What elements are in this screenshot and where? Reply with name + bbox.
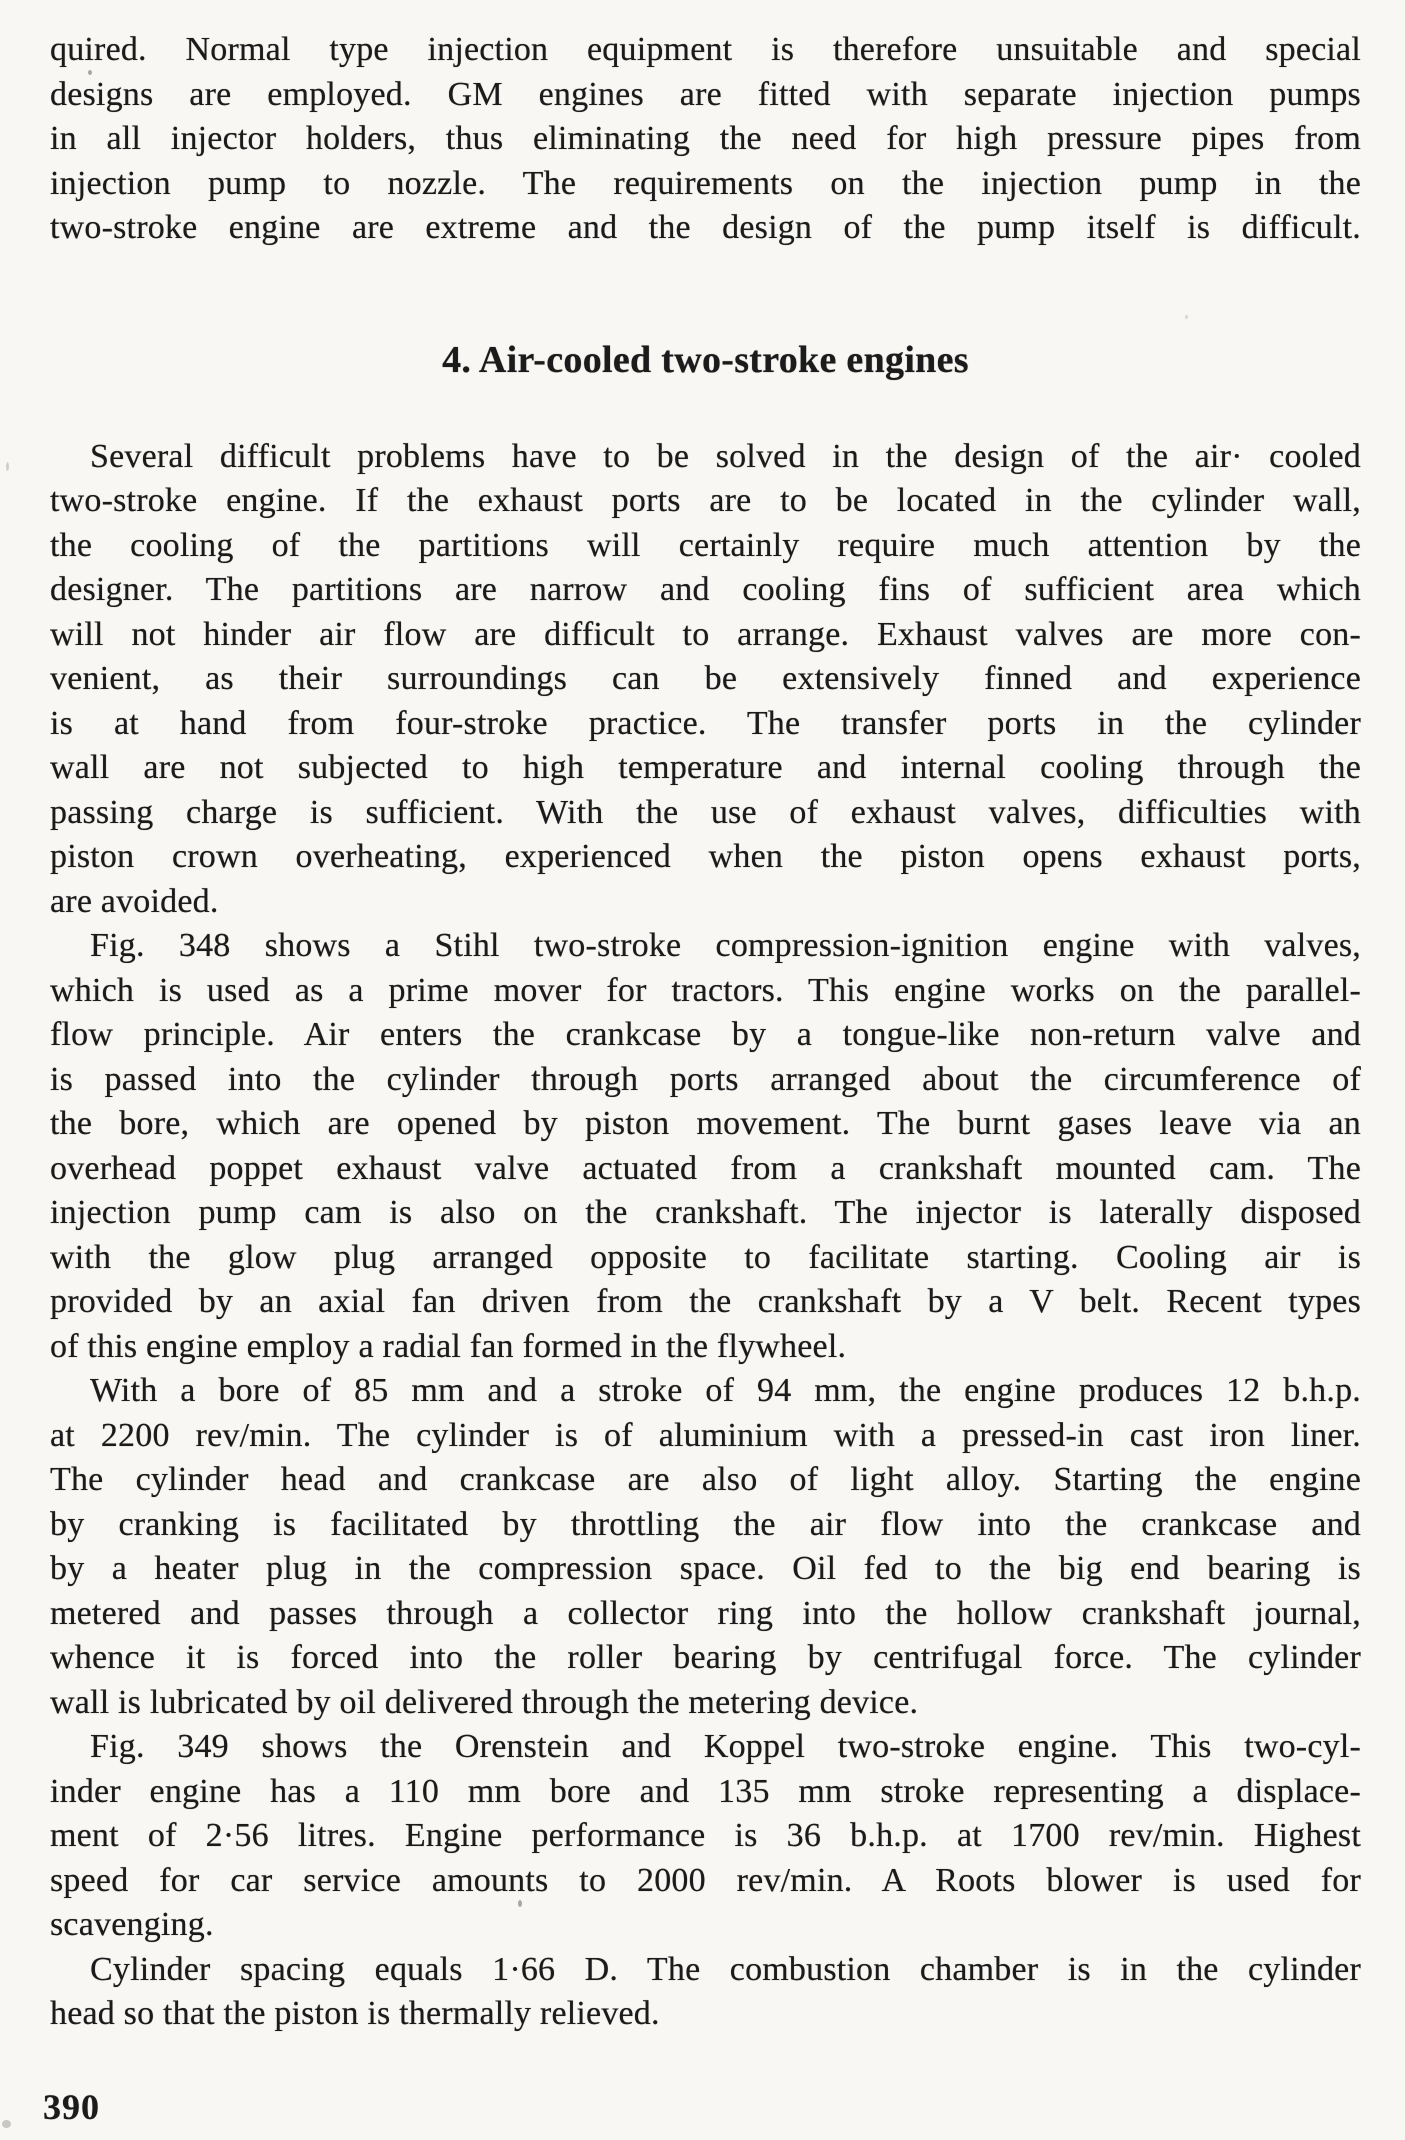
text-line: of this engine employ a radial fan formed in the flywheel.: [50, 1327, 847, 1365]
text-line: wall is lubricated by oil delivered through the metering device.: [50, 1683, 919, 1721]
text-line: injection pump cam is also on the crankshaft. The injector is laterally disposed: [50, 1194, 1361, 1231]
text-line: scavenging.: [50, 1906, 214, 1943]
text-line: ment of 2·56 litres. Engine performance is 36 b.h.p. at 1700 rev/min. Highest: [50, 1817, 1361, 1854]
paragraph: [50, 1369, 1361, 1725]
text-line: two-stroke engine are extreme and the design of the pump itself is difficult.: [50, 209, 1361, 246]
text-line: at 2200 rev/min. The cylinder is of aluminium with a pressed-in cast iron liner.: [50, 1416, 1361, 1454]
text-line: Several difficult problems have to be solved in the design of the air· cooled: [90, 437, 1361, 475]
text-line: With a bore of 85 mm and a stroke of 94 mm, the engine produces 12 b.h.p.: [90, 1372, 1361, 1409]
text-line: flow principle. Air enters the crankcase by a tongue-like non-return valve and: [50, 1016, 1361, 1053]
text-line: provided by an axial fan driven from the crankshaft by a V belt. Recent types: [50, 1283, 1361, 1320]
paragraph: [50, 924, 1361, 1369]
scan-speck: [1185, 315, 1188, 319]
page-number: 390: [43, 2087, 100, 2127]
paragraph: [50, 435, 1361, 925]
text-line: piston crown overheating, experienced when the piston opens exhaust ports,: [50, 838, 1361, 875]
text-line: wall are not subjected to high temperature and internal cooling through the: [50, 749, 1361, 786]
text-line: by cranking is facilitated by throttling the air flow into the crankcase and: [50, 1505, 1361, 1543]
text-line: speed for car service amounts to 2000 rev/min. A Roots blower is used for: [50, 1861, 1361, 1899]
text-line: Fig. 348 shows a Stihl two-stroke compression-ignition engine with valves,: [90, 927, 1361, 964]
paragraph: [50, 1948, 1361, 2037]
text-line: the cooling of the partitions will certainly require much attention by the: [50, 526, 1361, 564]
text-line: The cylinder head and crankcase are also of light alloy. Starting the engine: [50, 1461, 1361, 1498]
text-line: passing charge is sufficient. With the use of exhaust valves, difficulties with: [50, 793, 1361, 831]
scan-speck: [518, 1900, 522, 1907]
text-line: designer. The partitions are narrow and cooling fins of sufficient area which: [50, 571, 1361, 608]
text-line: injection pump to nozzle. The requirements on the injection pump in the: [50, 164, 1361, 202]
text-line: is at hand from four-stroke practice. The transfer ports in the cylinder: [50, 704, 1361, 742]
text-line: venient, as their surroundings can be extensively finned and experience: [50, 660, 1361, 697]
text-line: whence it is forced into the roller bearing by centrifugal force. The cylinder: [50, 1639, 1361, 1676]
text-line: Fig. 349 shows the Orenstein and Koppel two-stroke engine. This two-cyl-: [90, 1728, 1361, 1765]
text-line: head so that the piston is thermally relieved.: [50, 1995, 660, 2032]
text-line: designs are employed. GM engines are fitted with separate injection pumps: [50, 75, 1361, 113]
text-line: two-stroke engine. If the exhaust ports are to be located in the cylinder wall,: [50, 482, 1361, 519]
scan-speck: [88, 70, 92, 75]
text-line: metered and passes through a collector ring into the hollow crankshaft journal,: [50, 1594, 1361, 1632]
text-line: Cylinder spacing equals 1·66 D. The combustion chamber is in the cylinder: [90, 1950, 1361, 1988]
section-heading: 4. Air-cooled two-stroke engines: [442, 338, 969, 381]
text-line: are avoided.: [50, 882, 219, 920]
scan-speck: [6, 462, 9, 471]
text-line: which is used as a prime mover for tractors. This engine works on the parallel-: [50, 971, 1361, 1009]
text-line: is passed into the cylinder through ports arranged about the circumference of: [50, 1060, 1361, 1098]
text-line: will not hinder air flow are difficult to arrange. Exhaust valves are more con-: [50, 615, 1361, 653]
text-block: [50, 28, 1361, 2037]
text-line: inder engine has a 110 mm bore and 135 mm stroke representing a displace-: [50, 1772, 1361, 1810]
paragraph: [50, 1725, 1361, 1948]
text-line: overhead poppet exhaust valve actuated from a crankshaft mounted cam. The: [50, 1149, 1361, 1187]
text-line: with the glow plug arranged opposite to facilitate starting. Cooling air is: [50, 1238, 1361, 1276]
text-line: by a heater plug in the compression space. Oil fed to the big end bearing is: [50, 1550, 1361, 1587]
scan-speck: [2, 2120, 11, 2128]
paragraph: [50, 28, 1361, 251]
text-line: the bore, which are opened by piston movement. The burnt gases leave via an: [50, 1105, 1361, 1142]
text-line: in all injector holders, thus eliminating the need for high pressure pipes from: [50, 120, 1361, 157]
text-line: quired. Normal type injection equipment is therefore unsuitable and special: [50, 31, 1361, 68]
